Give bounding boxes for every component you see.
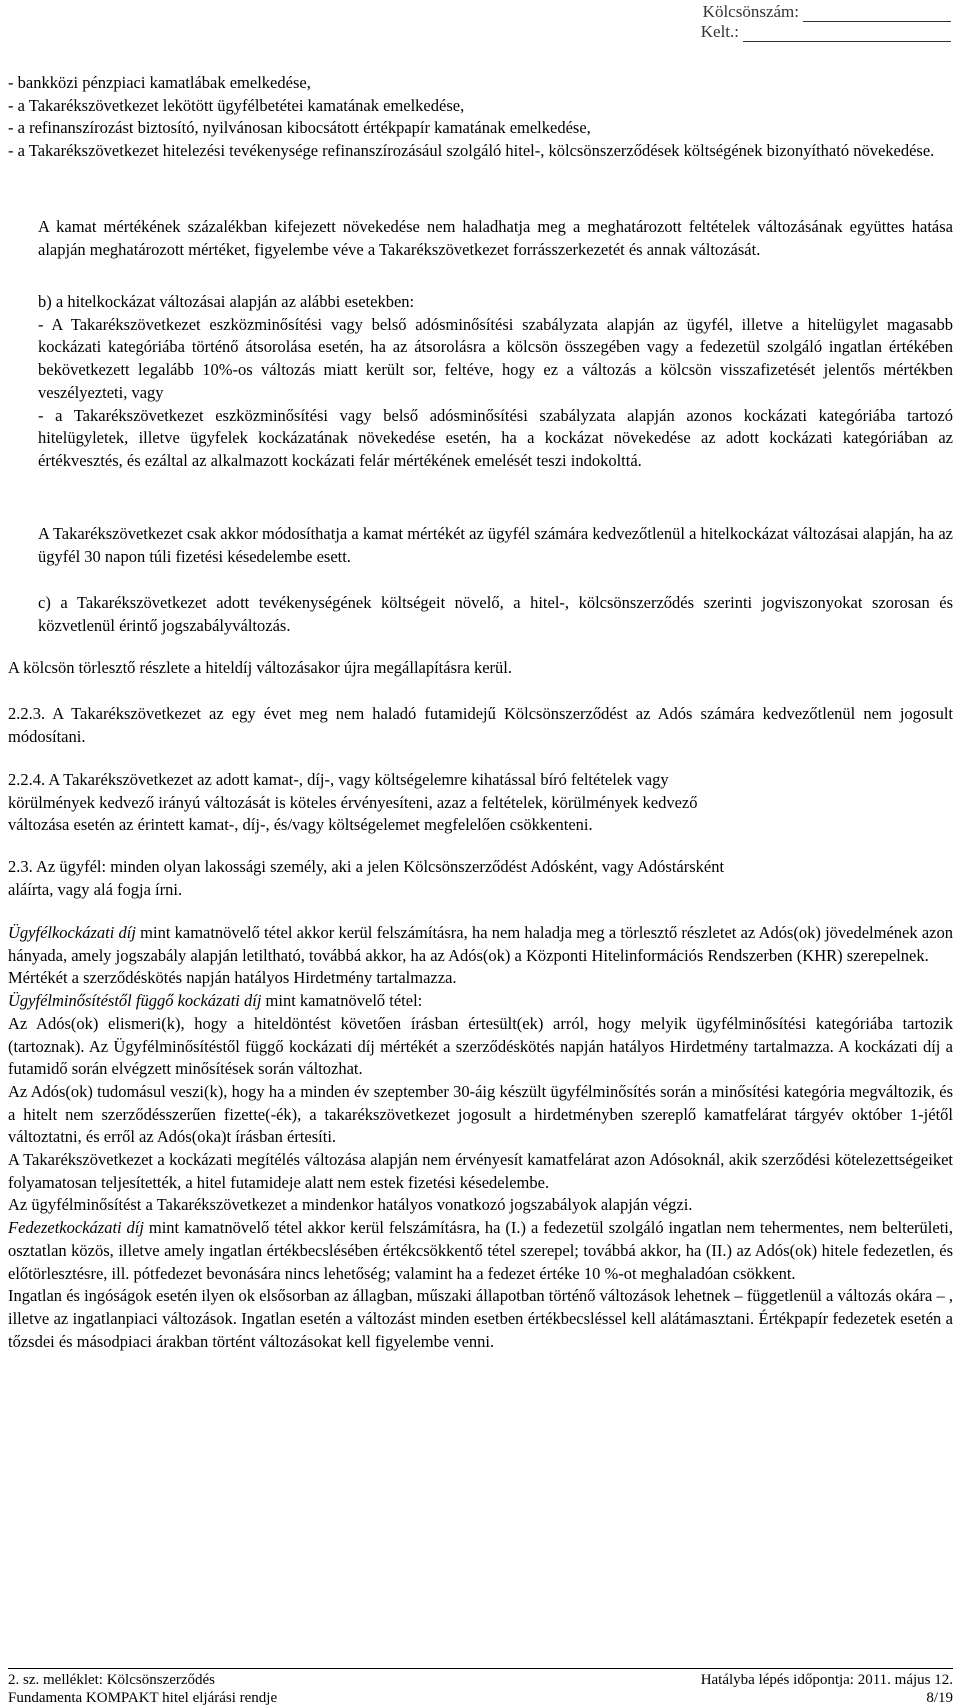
list-item: - bankközi pénzpiaci kamatlábak emelkedése, — [8, 73, 311, 92]
footer-row — [8, 1669, 953, 1689]
list-item: - a Takarékszövetkezet hitelezési tevékenysége refinanszírozásául szolgáló hitel-, kölcsönszerződések költségének bizonyítható növekedése. — [8, 141, 935, 161]
footer-row — [8, 1689, 953, 1707]
kelt-blank-line — [743, 25, 951, 42]
term-ugyfelminosites-dij: Ügyfélminősítéstől függő kockázati díj — [8, 991, 262, 1011]
list-item: - a Takarékszövetkezet lekötött ügyfélbetétei kamatának emelkedése, — [8, 95, 465, 115]
paragraph-2-3 — [8, 856, 953, 901]
section-c: c) a Takarékszövetkezet adott tevékenységének költségeit növelő, a hitel-, kölcsönszerződés szerinti jogviszonyokat szorosan és közvetlenül érintő jogszabályváltozás. — [38, 593, 953, 635]
kolcsonszam-label: Kölcsönszám: — [702, 2, 799, 21]
fees-block — [8, 922, 953, 1353]
paragraph-line: aláírta, vagy alá fogja írni. — [8, 879, 183, 899]
document-footer — [8, 1668, 953, 1707]
footer-document-name: Fundamenta KOMPAKT hitel eljárási rendje — [8, 1690, 278, 1706]
document-header — [591, 2, 951, 42]
paragraph-line: 2.3. Az ügyfél: minden olyan lakossági személy, aki a jelen Kölcsönszerződést Adósként, vagy Adóstársként — [8, 857, 725, 876]
kolcsonszam-row — [591, 2, 951, 22]
kolcsonszam-blank-line — [803, 5, 951, 22]
section-b — [38, 291, 953, 473]
ugyfelminosites-text: mint kamatnövelő tétel: — [261, 991, 423, 1011]
paragraph-line: körülmények kedvező irányú változását is köteles érvényesíteni, azaz a feltételek, körülmények kedvező — [8, 792, 698, 812]
ugyfelkockazati-text: mint kamatnövelő tétel akkor kerül felszámításra, ha nem haladja meg a törlesztő részletet az Adós(ok) jövedelmének azon hányada, amely jogszabály alapján letiltható, továbbá akkor, ha az Adós(ok) a Központi Hitelinformációs Rendszerben (KHR) szerepelnek. — [8, 923, 953, 965]
paragraph-kockazati-megitelés: A Takarékszövetkezet a kockázati megítélés változása alapján nem érvényesít kamatfelárat azon Adósoknál, akik szerződési kötelezettségeiket folyamatosan teljesítették, a hitel futamideje alatt nem estek fizetési késedelembe. — [8, 1150, 953, 1192]
kelt-row — [591, 22, 951, 42]
list-item: - a refinanszírozást biztosító, nyilvánosan kibocsátott értékpapír kamatának emelkedése, — [8, 118, 591, 138]
paragraph-ugyfelminosites — [8, 990, 953, 1013]
paragraph-merteket: Mértékét a szerződéskötés napján hatályos Hirdetmény tartalmazza. — [8, 968, 457, 988]
footer-annex-title: 2. sz. melléklet: Kölcsönszerződés — [8, 1672, 216, 1688]
footer-effective-date: Hatályba lépés időpontja: 2011. május 12. — [700, 1672, 953, 1688]
kelt-label: Kelt.: — [700, 22, 739, 41]
footer-page-number: 8/19 — [926, 1690, 953, 1706]
paragraph-fedezetkockazati — [8, 1217, 953, 1285]
paragraph-torleszto: A kölcsön törlesztő részlete a hiteldíj változásakor újra megállapításra kerül. — [8, 658, 512, 677]
section-b-heading: b) a hitelkockázat változásai alapján az alábbi esetekben: — [38, 292, 415, 311]
paragraph-ingatlan: Ingatlan és ingóságok esetén ilyen ok elsősorban az állagban, műszaki állapotban történő változások lehetnek – függetlenül a változás okára – , illetve az ingatlanpiaci változások. Ingatlan esetén a változást minden esetben értékbecsléssel kell alátámasztani. Értékpapír fedezetek esetén a tőzsdei és másodpiaci árakban történt változásokat kell figyelembe venni. — [8, 1286, 953, 1351]
paragraph-adosok-elismeri: Az Adós(ok) elismeri(k), hogy a hiteldöntést követően írásban értesült(ek) arról, hogy melyik ügyfélminősítési kategóriába tartozik (tartoznak). Az Ügyfélminősítéstől függő kockázati díj mértékét a szerződéskötés napján hatályos Hirdetmény tartalmazza. A kockázati díj a futamidő során elvégzett minősítések során változhat. — [8, 1013, 953, 1079]
paragraph-ugyfelkockazati — [8, 922, 953, 967]
paragraph-csak-akkor: A Takarékszövetkezet csak akkor módosíthatja a kamat mértékét az ügyfél számára kedvezőtlenül a hitelkockázat változásai alapján, ha az ügyfél 30 napon túli fizetési késedelembe esett. — [38, 524, 953, 566]
term-ugyfelkockazati-dij: Ügyfélkockázati díj — [8, 923, 136, 942]
fedezetkockazati-text: mint kamatnövelő tétel akkor kerül felszámításra, ha (I.) a fedezetül szolgáló ingatlan nem tehermentes, nem belterületi, osztatlan közös, illetve amely ingatlan értékbecslésében értékcsökkentő tétel szerepel; továbbá akkor, ha (II.) az Adós(ok) hitele fedezetlen, és előtörlesztésre, ill. pótfedezet bevonására nincs lehetőség; valamint ha a fedezet értéke 10 %-ot meghaladóan csökkent. — [8, 1218, 953, 1283]
section-b-item: - a Takarékszövetkezet eszközminősítési vagy belső adósminősítési szabályzata alapján azonos kockázati kategóriába tartozó hitelügyletek, illetve ügyfelek kockázatának növekedése esetén, ha a kockázat növekedése az adott kockázati kategóriában az értékvesztés, és ezáltal az alkalmazott kockázati felár mértékének emelését teszi indokolttá. — [38, 405, 953, 470]
paragraph-2-2-4 — [8, 769, 953, 837]
paragraph-line: változása esetén az érintett kamat-, díj-, és/vagy költségelemet megfelelően csökkenteni. — [8, 815, 593, 835]
term-fedezetkockazati-dij: Fedezetkockázati díj — [8, 1218, 144, 1238]
paragraph-2-2-3: 2.2.3. A Takarékszövetkezet az egy évet meg nem haladó futamidejű Kölcsönszerződést az Adós számára kedvezőtlenül nem jogosult módosítani. — [8, 704, 953, 746]
paragraph-kamat-merteke: A kamat mértékének százalékban kifejezett növekedése nem haladhatja meg a meghatározott feltételek változásának együttes hatása alapján meghatározott mértéket, figyelembe véve a Takarékszövetkezet forrásszerkezetét és annak változását. — [38, 217, 953, 259]
change-conditions-list — [8, 72, 953, 163]
section-b-item: - A Takarékszövetkezet eszközminősítési vagy belső adósminősítési szabályzata alapján az ügyfél, illetve a hitelügylet magasabb kockázati kategóriába történő átsorolása esetén, ha az átsorolásra a kölcsön összegében vagy a fedezetül szolgáló ingatlan értékében bekövetkezett legalább 10%-os változás miatt került sor, feltéve, hogy ez a változás a kölcsön visszafizetését jelentős mértékben veszélyezteti, vagy — [38, 314, 953, 402]
paragraph-adosok-tudomasul: Az Adós(ok) tudomásul veszi(k), hogy ha a minden év szeptember 30-áig készült ügyfélminősítés során a minősítési kategória megváltozik, és a hitelt nem szerződésszerűen fizette(-ék), a takarékszövetkezet jogosult a hirdetményben szereplő kamatfelárat tárgyév október 1-jétől változtatni, és erről az Adós(oka)t írásban értesíti. — [8, 1081, 953, 1147]
paragraph-line: 2.2.4. A Takarékszövetkezet az adott kamat-, díj-, vagy költségelemre kihatással bíró feltételek vagy — [8, 770, 669, 789]
paragraph-jogszabalyok: Az ügyfélminősítést a Takarékszövetkezet a mindenkor hatályos vonatkozó jogszabályok alapján végzi. — [8, 1195, 693, 1215]
